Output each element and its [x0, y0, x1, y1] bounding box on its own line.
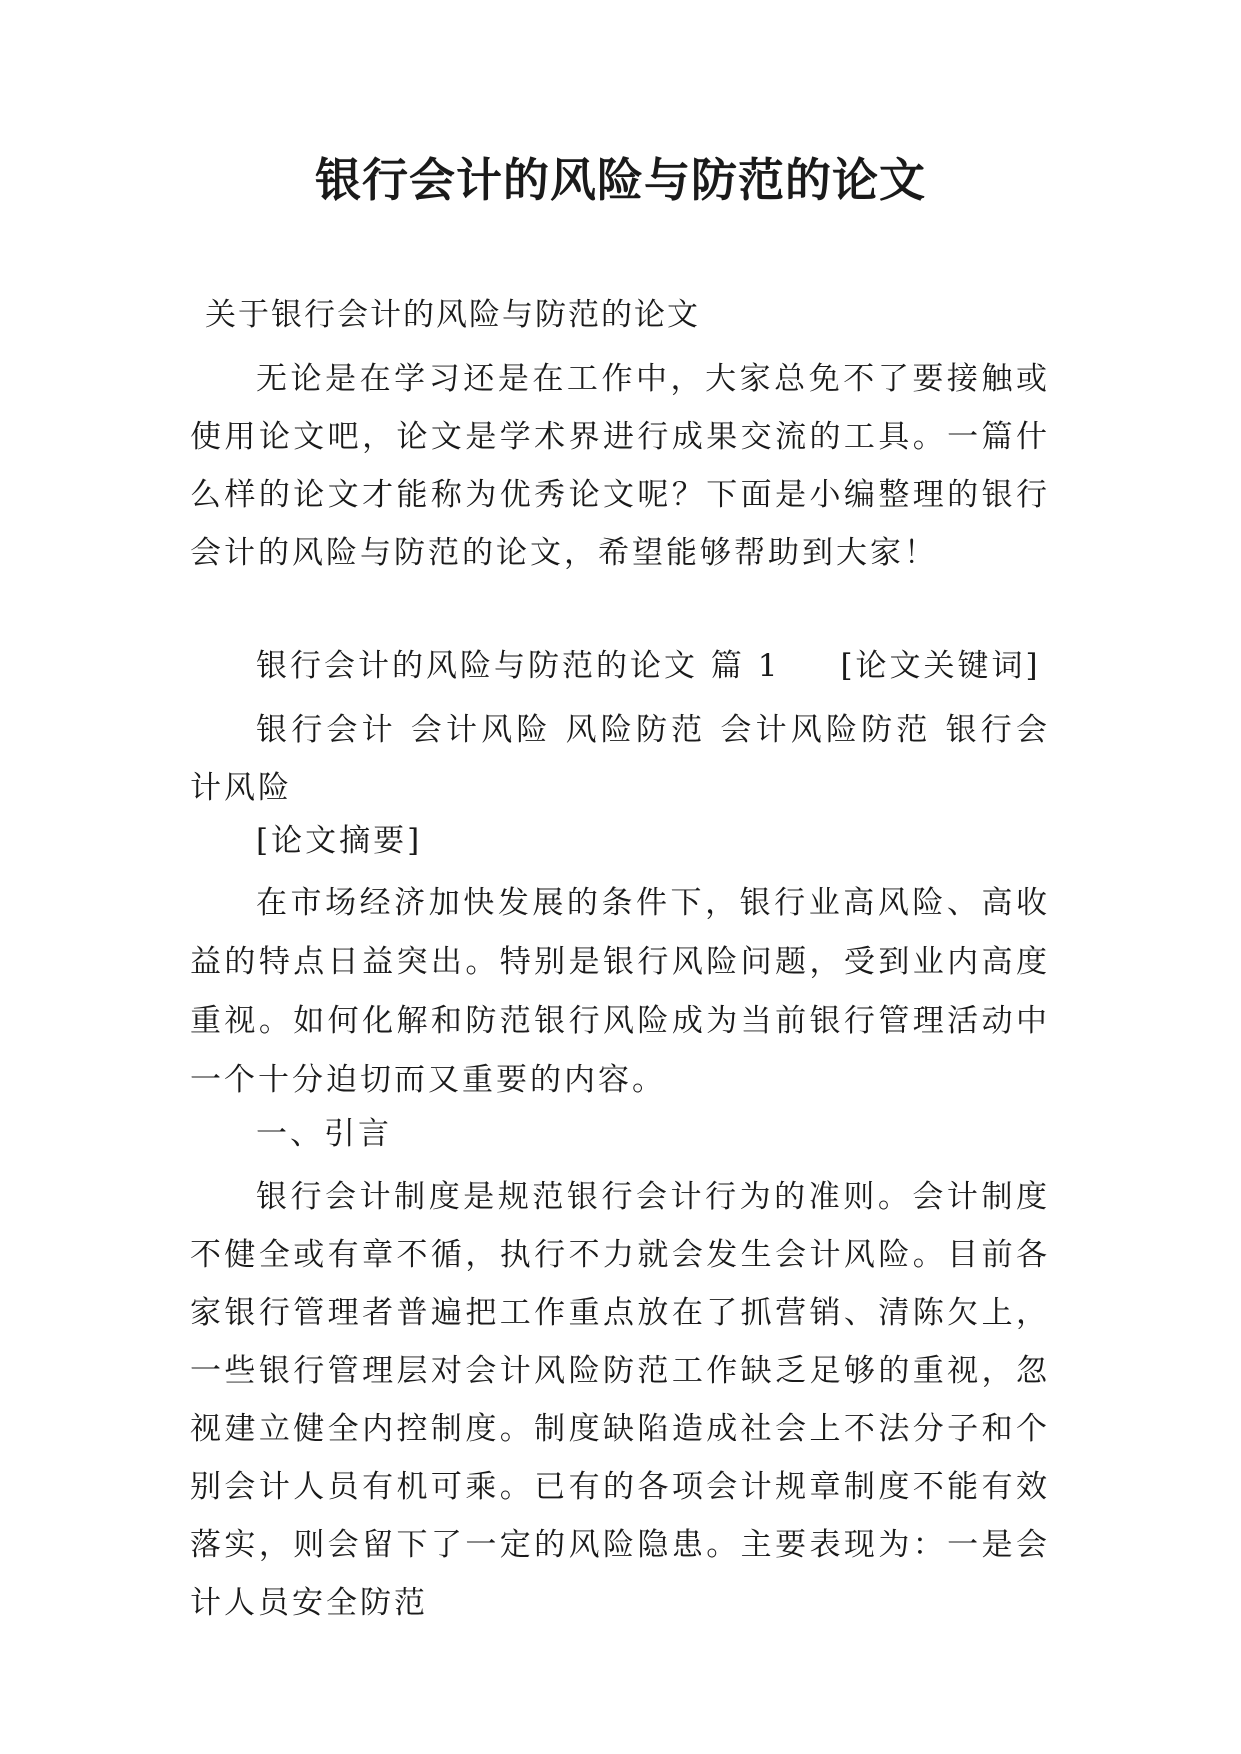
section-heading: 银行会计的风险与防范的论文 篇 1 [256, 648, 781, 684]
body-paragraph: 银行会计制度是规范银行会计行为的准则。会计制度不健全或有章不循，执行不力就会发生会计风险。目前各家银行管理者普遍把工作重点放在了抓营销、清陈欠上，一些银行管理层对会计风险防范工作缺乏足够的重视，忽视建立健全内控制度。制度缺陷造成社会上不法分子和个别会计人员有机可乘。已有的各项会计规章制度不能有效落实，则会留下了一定的风险隐患。主要表现为：一是会计人员安全防范 [190, 1179, 1050, 1621]
intro-paragraph: 无论是在学习还是在工作中，大家总免不了要接触或使用论文吧，论文是学术界进行成果交流的工具。一篇什么样的论文才能称为优秀论文呢？下面是小编整理的银行会计的风险与防范的论文，希望能够帮助到大家！ [190, 361, 1050, 571]
section-intro-heading: 一、引言 [256, 1116, 392, 1152]
section-heading-line [190, 637, 1050, 696]
abstract-label: [论文摘要] [256, 823, 423, 859]
abstract-paragraph: 在市场经济加快发展的条件下，银行业高风险、高收益的特点日益突出。特别是银行风险问题，受到业内高度重视。如何化解和防范银行风险成为当前银行管理活动中一个十分迫切而又重要的内容。 [190, 885, 1050, 1098]
page-title: 银行会计的风险与防范的论文 [315, 153, 926, 207]
document-subtitle: 关于银行会计的风险与防范的论文 [205, 297, 700, 333]
keywords-label: [论文关键词] [840, 648, 1041, 684]
keywords-paragraph: 银行会计 会计风险 风险防范 会计风险防范 银行会计风险 [190, 712, 1050, 806]
